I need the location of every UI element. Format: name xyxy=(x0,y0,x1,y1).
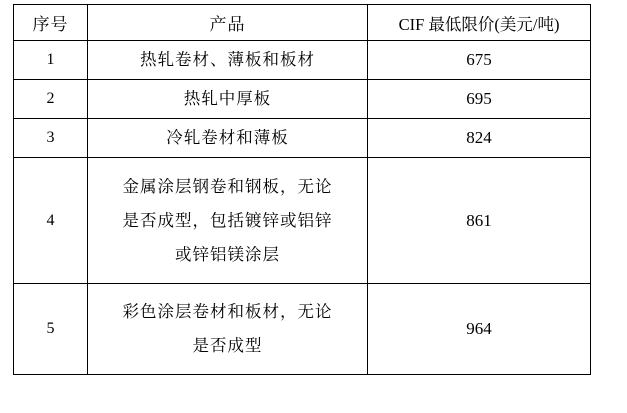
row-product xyxy=(88,41,368,80)
row-index: 2 xyxy=(14,80,88,119)
row-product xyxy=(88,119,368,158)
product-line: 是否成型，包括镀锌或铝锌 xyxy=(122,210,333,230)
row-price: 675 xyxy=(368,41,591,80)
row-product xyxy=(88,284,368,375)
product-line: 或锌铝镁涂层 xyxy=(175,244,280,264)
table-row xyxy=(14,80,591,119)
column-header-price: CIF 最低限价(美元/吨) xyxy=(368,5,591,41)
product-line: 热轧卷材、薄板和板材 xyxy=(140,50,315,69)
row-price: 861 xyxy=(368,158,591,284)
table-header-row xyxy=(14,5,591,41)
column-header-product: 产品 xyxy=(88,5,368,41)
column-header-index: 序号 xyxy=(14,5,88,41)
table-row xyxy=(14,119,591,158)
row-index: 1 xyxy=(14,41,88,80)
product-line: 冷轧卷材和薄板 xyxy=(166,128,289,147)
row-product xyxy=(88,158,368,284)
row-price: 695 xyxy=(368,80,591,119)
row-index: 3 xyxy=(14,119,88,158)
row-price: 964 xyxy=(368,284,591,375)
row-index: 4 xyxy=(14,158,88,284)
price-limit-table xyxy=(13,4,591,375)
row-product xyxy=(88,80,368,119)
table-row xyxy=(14,41,591,80)
document-page xyxy=(0,4,627,413)
table-row xyxy=(14,284,591,375)
product-line: 彩色涂层卷材和板材，无论 xyxy=(122,302,333,321)
row-index: 5 xyxy=(14,284,88,375)
product-line: 是否成型 xyxy=(192,336,263,355)
table-row xyxy=(14,158,591,284)
product-line: 金属涂层钢卷和钢板，无论 xyxy=(122,176,333,196)
product-line: 热轧中厚板 xyxy=(183,89,272,108)
row-price: 824 xyxy=(368,119,591,158)
